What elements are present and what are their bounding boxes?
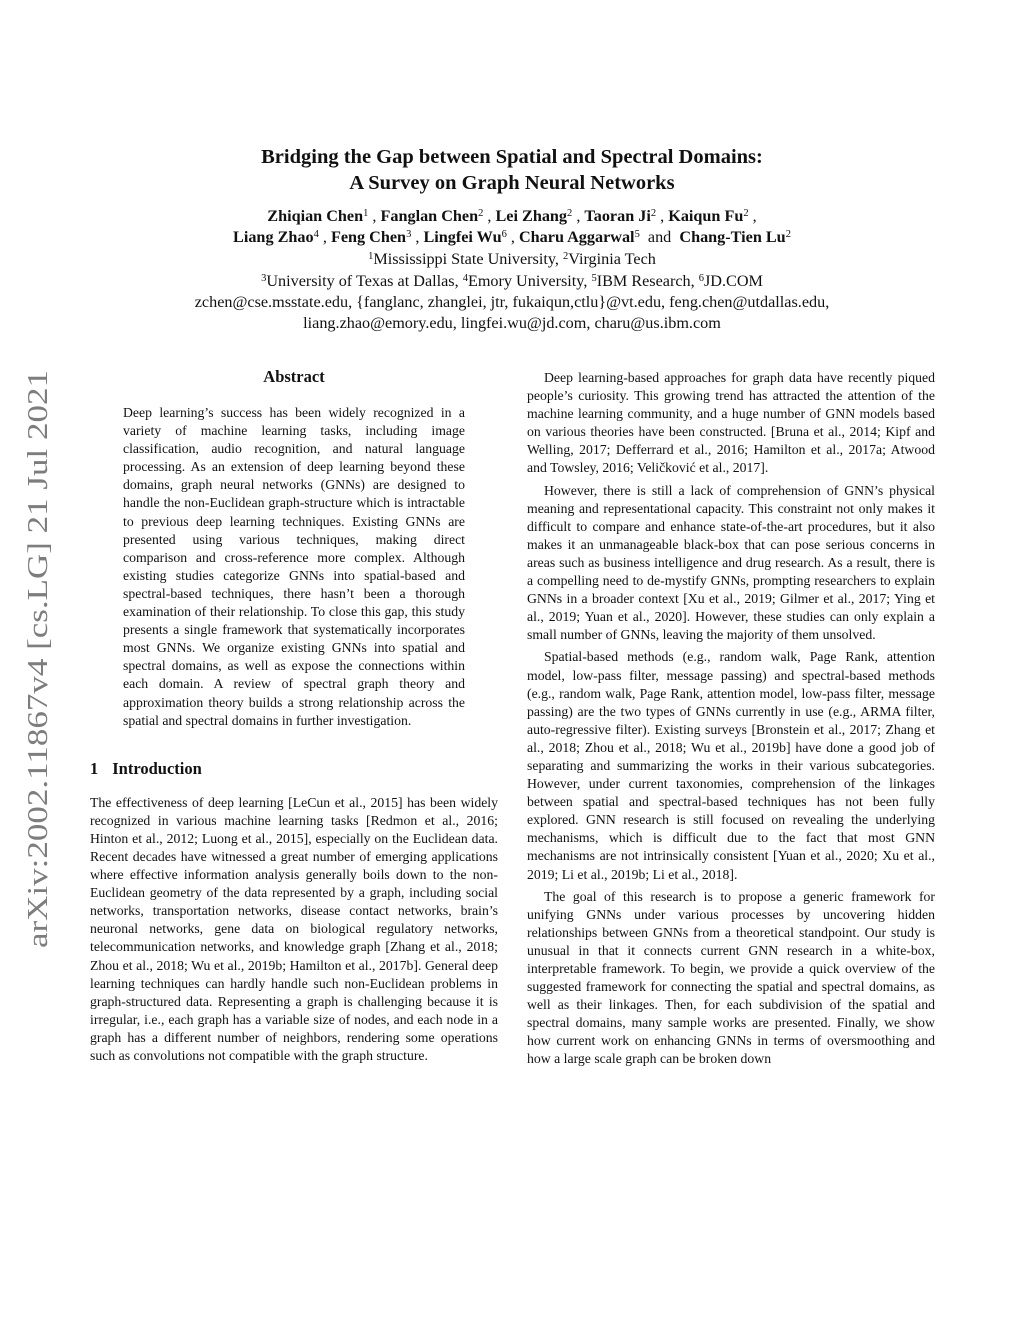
author-affiliation-mark: 2 [567,208,573,219]
introduction-heading [90,758,498,780]
author-line-2: Liang Zhao$^4$ , Feng Chen$^3$ , Lingfei Wu$^6$ , Charu Aggarwal$^5$ and Chang-Tien Lu$^2$ [233,228,791,246]
author-list [80,206,944,248]
affiliation-line-2: $^3$University of Texas at Dallas, $^4$Emory University, $^5$IBM Research, $^6$JD.COM [261,272,763,290]
affiliation-name: Emory University [467,272,584,290]
affiliation-number: 3 [261,273,267,284]
author-name: Feng Chen [330,228,407,246]
author-name: Charu Aggarwal [518,228,635,246]
affiliation-line-1: $^1$Mississippi State University, $^2$Virginia Tech [368,250,656,268]
arxiv-stamp-text: arXiv:2002.11867v4 [cs.LG] 21 Jul 2021 [23,485,54,948]
author-name: Lingfei Wu [423,228,502,246]
author-affiliation-mark: 3 [406,229,412,240]
author-affiliation-mark: 2 [650,208,657,219]
author-affiliation-mark: 2 [478,208,484,219]
affiliation-number: 2 [562,251,569,262]
intro-paragraph-2: Deep learning-based approaches for graph data have recently piqued people’s curiosity. This growing trend has attracted the attention of the machine learning community, and a huge number of GNN models based on various theories have been constructed. [Bruna et al., 2014; Kipf and Welling, 2017; Defferrard et al., 2016; Hamilton et al., 2017a; Atwood and Towsley, 2016; Veličković et al., 2017]. [527,370,935,476]
author-name: Liang Zhao [233,228,314,246]
affiliation-number: 4 [462,273,468,284]
intro-paragraph-5: The goal of this research is to propose a generic framework for unifying GNNs under various processes by uncovering hidden relationships between GNNs from a theoretical standpoint. Our study is unusual in that it connects current GNN research in a white-box, interpretable framework. To begin, we provide a quick overview of the suggested framework for connecting the spatial and spectral domains, as well as their linkages. Then, for each subdivision of the spatial and spectral domains, many sample works are presented. Finally, we show how current work on enhancing GNNs in terms of oversmoothing and how a large scale graph can be broken down [527,888,935,1067]
abstract-text: Deep learning’s success has been widely recognized in a variety of machine learning tasks, including image classification, audio recognition, and natural language processing. As an extension of deep learning beyond these domains, graph neural networks (GNNs) are designed to handle the non-Euclidean graph-structure which is intractable to previous deep learning techniques. Existing GNNs are presented using various techniques, making direct comparison and cross-reference more complex. Although existing studies categorize GNNs into spatial-based and spectral-based techniques, there hasn’t been a thorough examination of their relationship. To close this gap, this study presents a single framework that systematically incorporates most GNNs. We organize existing GNNs into spatial and spectral domains, as well as expose the connections within each domain. A review of spectral graph theory and approximation theory builds a strong relationship across the spatial and spectral domains in further investigation. [123,405,465,728]
affiliation-name: Mississippi State University [373,250,555,268]
affiliation-name: JD.COM [703,272,763,290]
author-name: Lei Zhang [495,207,568,225]
affiliation-number: 5 [591,273,597,284]
abstract-heading: Abstract [263,367,325,386]
intro-paragraph-1: The effectiveness of deep learning [LeCun et al., 2015] has been widely recognized in various machine learning tasks [Redmon et al., 2016; Hinton et al., 2012; Luong et al., 2015], especially on the Euclidean data. Recent decades have witnessed a great number of emerging applications where effective information analysis generally boils down to the non-Euclidean geometry of the data represented by a graph, including social networks, transportation networks, disease contact networks, brain’s neuronal networks, gene data on biological regulatory networks, telecommunication networks, and knowledge graph [Zhang et al., 2018; Zhou et al., 2018; Wu et al., 2019b; Hamilton et al., 2017b]. General deep learning techniques can hardly handle such non-Euclidean problems in graph-structured data. Representing a graph is challenging because it is irregular, i.e., each graph has a variable size of nodes, and each node in a graph has a different number of neighbors, rendering some operations such as convolutions not compatible with the graph structure. [90,794,498,1063]
email-line-2: liang.zhao@emory.edu, lingfei.wu@jd.com, charu@us.ibm.com [303,314,721,332]
affiliation-number: 1 [368,251,374,262]
affiliation-number: 6 [698,273,704,284]
author-conjunction: and [647,228,672,246]
affiliation-name: University of Texas at Dallas [266,272,455,290]
author-affiliation-mark: 4 [313,229,319,240]
author-name: Chang-Tien Lu [679,228,786,246]
author-line-1: Zhiqian Chen$^1$ , Fanglan Chen$^2$ , Lei Zhang$^2$ , Taoran Ji$^2$ , Kaiqun Fu$^2$ , [267,207,757,225]
paper-title [80,144,944,196]
left-column [90,366,498,1065]
title-line-1: Bridging the Gap between Spatial and Spectral Domains: [261,146,763,168]
arxiv-identifier-stamp [10,368,62,950]
author-name: Kaiqun Fu [668,207,744,225]
right-column [527,369,935,1069]
affiliation-list [80,248,944,292]
paper-header [80,144,944,334]
author-affiliation-mark: 2 [785,229,791,240]
affiliation-name: Virginia Tech [568,250,656,268]
section-number: 1 [90,758,99,778]
email-list [80,292,944,334]
abstract-section [90,366,498,730]
intro-paragraph-3: However, there is still a lack of comprehension of GNN’s physical meaning and representational capacity. This constraint not only makes it difficult to compare and enhance state-of-the-art procedures, but it also makes it an unmanageable black-box that can pose serious concerns in areas such as business intelligence and drug research. As a result, there is a compelling need to de-mystify GNNs, prompting researchers to explain GNNs in a broader context [Xu et al., 2019; Gilmer et al., 2017; Ying et al., 2019; Yuan et al., 2020]. However, these studies can only explain a small number of GNNs, leaving the majority of them unsolved. [527,482,935,643]
email-line-1: zchen@cse.msstate.edu, {fanglanc, zhanglei, jtr, fukaiqun,ctlu}@vt.edu, feng.chen@utdallas.edu, [194,293,830,311]
author-affiliation-mark: 2 [743,208,749,219]
author-affiliation-mark: 5 [634,229,640,240]
author-name: Zhiqian Chen [267,207,364,225]
author-affiliation-mark: 1 [363,208,369,219]
author-name: Taoran Ji [584,207,651,225]
author-affiliation-mark: 6 [501,229,507,240]
intro-paragraph-4: Spatial-based methods (e.g., random walk, Page Rank, attention model, low-pass filter, message passing) and spectral-based methods (e.g., random walk, Page Rank, attention model, low-pass filter, message passing) are the two types of GNNs currently in use (e.g., ARMA filter, auto-regressive filter). Existing surveys [Bronstein et al., 2017; Zhang et al., 2018; Zhou et al., 2018; Wu et al., 2019b] have done a good job of separating and summarizing the works in their various subcategories. However, under current taxonomies, comprehension of the linkages between spatial and spectral-based techniques has not been fully explored. GNN research is still focused on revealing the underlying mechanisms, which is difficult due to the fact that most GNN mechanisms are not intrinsically consistent [Yuan et al., 2020; Xu et al., 2019; Li et al., 2019b; Li et al., 2018]. [527,649,935,882]
section-title: Introduction [112,758,202,778]
affiliation-name: IBM Research [596,272,691,290]
title-line-2: A Survey on Graph Neural Networks [349,172,675,194]
author-name: Fanglan Chen [380,207,479,225]
